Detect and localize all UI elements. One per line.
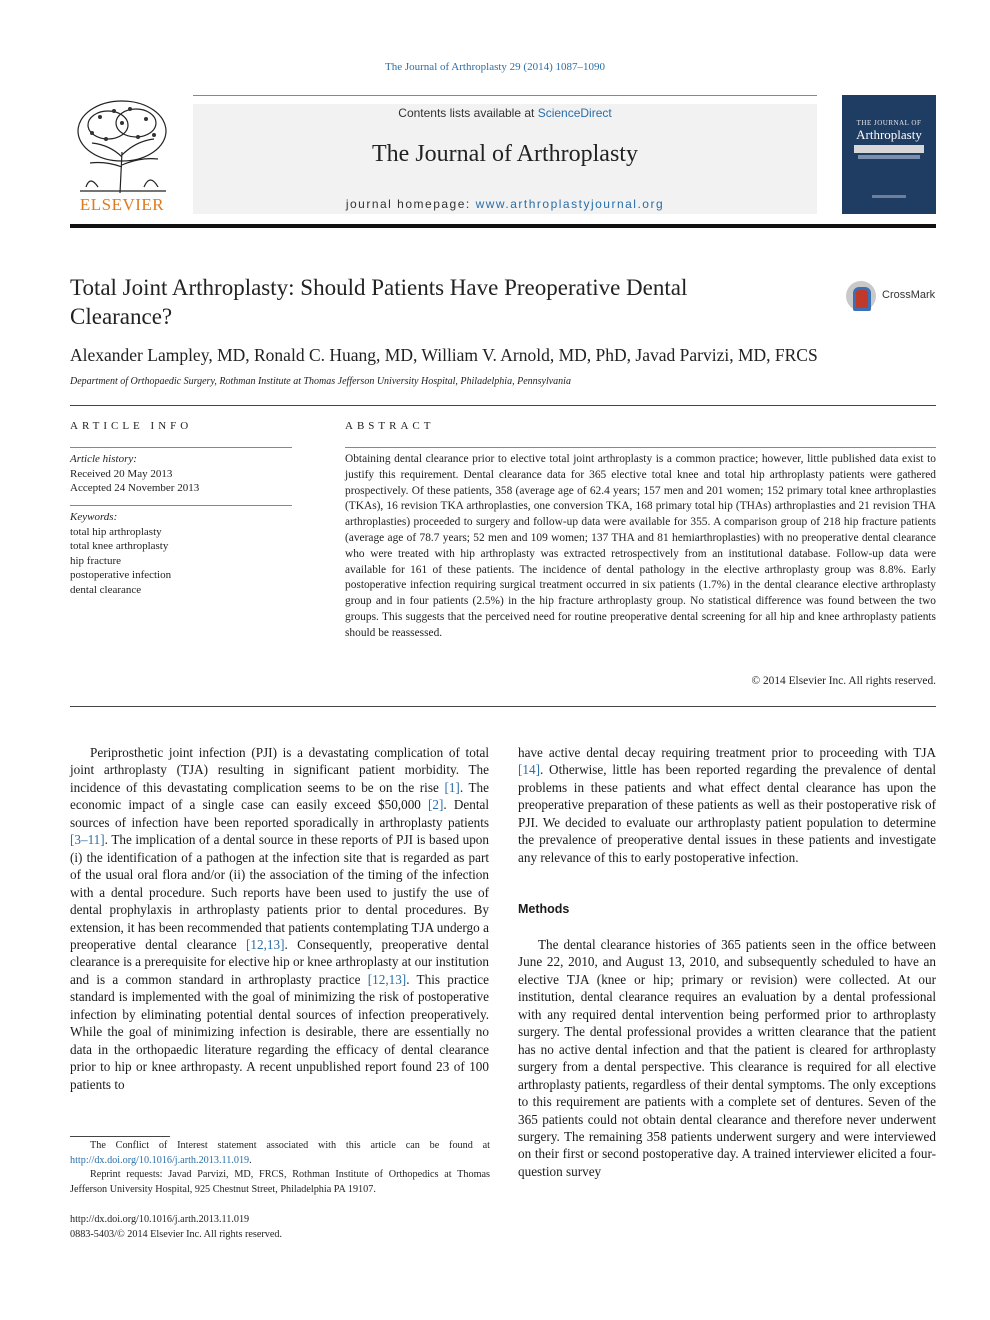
article-title: Total Joint Arthroplasty: Should Patients Have Preoperative Dental Clearance? (70, 275, 688, 329)
body-right-column-top (518, 744, 936, 866)
sciencedirect-link[interactable]: ScienceDirect (537, 106, 612, 120)
coi-suffix: . (249, 1154, 252, 1166)
abstract-rule (345, 447, 936, 448)
keyword-item: total hip arthroplasty (70, 525, 162, 538)
journal-cover[interactable] (842, 95, 936, 214)
text-run: have active dental decay requiring treatment prior to proceeding with TJA (518, 745, 936, 760)
coi-doi-link[interactable]: http://dx.doi.org/10.1016/j.arth.2013.11.019 (70, 1154, 250, 1166)
crossmark-icon (846, 281, 876, 311)
contents-prefix: Contents lists available at (398, 106, 538, 120)
article-info-heading: ARTICLE INFO (70, 420, 193, 432)
header-top-rule (193, 95, 817, 96)
text-run: Periprosthetic joint infection (PJI) is a devastating complication of total joint arthroplasty (TJA) resulting in significant patient morbidity. The incidence of this devastating complication seems to be on the rise (70, 745, 489, 795)
issn-line: 0883-5403/© 2014 Elsevier Inc. All rights reserved. (70, 1229, 283, 1240)
abstract-heading: ABSTRACT (345, 420, 435, 432)
received-date: Received 20 May 2013 (70, 467, 173, 480)
keyword-item: postoperative infection (70, 569, 172, 581)
intro-continuation (518, 744, 936, 866)
cover-footer-mark (872, 195, 906, 198)
history-label: Article history: (70, 453, 137, 465)
keywords-label: Keywords: (70, 511, 118, 523)
methods-heading: Methods (518, 902, 570, 916)
intro-paragraph (70, 744, 489, 1093)
crossmark-button[interactable] (846, 281, 946, 315)
info-rule-1 (70, 447, 292, 448)
text-run: . The implication of a dental source in these reports of PJI is based upon (i) the identification of a pathogen at the infection site that is regarded as part of the usual oral flora and/or (ii) the association of the timing of the infection with a dental procedure. Such reports have been used to justify the use of dental prophylaxis in arthroplasty patients prior to dental procedures. By extension, it has been recommended that patients contemplating TJA undergo a preoperative dental clearance (70, 832, 489, 952)
keyword-item: dental clearance (70, 583, 142, 596)
abstract-divider (70, 706, 936, 707)
cover-badge (854, 145, 924, 153)
cover-line1: THE JOURNAL OF (856, 119, 922, 127)
keyword-item: total knee arthroplasty (70, 540, 169, 552)
abstract-copyright: © 2014 Elsevier Inc. All rights reserved. (751, 675, 936, 687)
contents-line (193, 106, 817, 120)
reference-link[interactable]: [2] (428, 797, 444, 813)
coi-footnote (70, 1139, 490, 1168)
reprint-footnote: Reprint requests: Javad Parvizi, MD, FRCS, Rothman Institute of Orthopedics at Thomas Jefferson University Hospital, 925 Chestnut Street, Philadelphia PA 19107. (70, 1169, 490, 1195)
reference-link[interactable]: [14] (518, 762, 540, 778)
journal-citation[interactable]: The Journal of Arthroplasty 29 (2014) 1087–1090 (385, 61, 605, 73)
info-rule-2 (70, 505, 292, 506)
homepage-line (193, 197, 817, 211)
reference-link[interactable]: [1] (444, 779, 460, 795)
text-run: . Dental sources of infection have been reported sporadically in arthroplasty patients (70, 797, 490, 830)
body-left-column (70, 744, 489, 1093)
text-run: . Otherwise, little has been reported regarding the prevalence of dental problems in these patients and what effect dental clearance has upon the preoperative preparation of these patients as well as their postoperative risk of PJI. We decided to evaluate our arthroplasty patient population to determine the prevalence of preoperative dental issues in these patients and investigate any relevance of this to early postoperative infection. (518, 762, 936, 865)
methods-paragraph: The dental clearance histories of 365 patients seen in the office between June 22, 2010, and August 13, 2010, and subsequently scheduled to have an elective TJA (knee or hip; primary or revision) were collected. At our institution, dental clearance requires an evaluation by a dental professional with any required dental intervention being performed prior to arthroplasty surgery. The dental professional provides a written clearance that the patient has no active dental infection and that the patient is cleared for arthroplasty surgery from a dental perspective. This clearance is required for all elective arthroplasty patients, regardless of their dental symptoms. The only exceptions to this requirement are patients with a complete set of dentures. Seven of the 365 patients could not obtain dental clearance and therefore never underwent surgery. The remaining 358 patients underwent surgery and were interviewed on their first or second postoperative day. A trained interviewer elicited a four-question survey (518, 937, 936, 1179)
keywords-block (70, 510, 292, 597)
journal-title: The Journal of Arthroplasty (372, 141, 638, 167)
body-right-column-methods (518, 936, 936, 1180)
text-run: . The economic impact of a single case can easily exceed $50,000 (70, 779, 489, 813)
title-divider (70, 405, 936, 406)
cover-subline (858, 155, 920, 159)
homepage-link[interactable]: www.arthroplastyjournal.org (475, 197, 665, 211)
homepage-prefix: journal homepage: (345, 197, 476, 211)
accepted-date: Accepted 24 November 2013 (70, 482, 200, 494)
crossmark-label: CrossMark (882, 289, 936, 301)
abstract-text: Obtaining dental clearance prior to elective total joint arthroplasty is a common practice; however, little published data exist to justify this requirement. Dental clearance data for 365 elective total knee and total hip arthroplasty patients were gathered prospectively. Of these patients, 358 (average age of 62.4 years; 157 men and 201 women; 152 primary total knee arthroplasties (TKAs), 16 revision TKA arthroplasties, one conversion TKA, 168 primary total hip (THAs) arthroplasties and 21 revision THA arthroplasties) proceeded to surgery and follow-up data were available for 355. A comparison group of 218 hip fracture patients (average age of 78.7 years; 52 men and 109 women; 137 THA and 81 hemiarthroplasties) with no preoperative dental clearance who were treated with hip arthroplasty was extracted retrospectively from an institutional database. Follow-up data were available for 161 of these patients. The incidence of dental pathology in the elective arthroplasty group was 8.8%. Early postoperative infection requiring surgical treatment occurred in six patients (1.7%) in the dental clearance elective arthroplasty group and in four patients (2.5%) in the hip fracture arthroplasty group. No statistical difference was found between the two groups. This suggests that the perceived need for routine preoperative dental screening for all hip and knee arthroplasty patients should be reassessed. (345, 453, 936, 639)
affiliation: Department of Orthopaedic Surgery, Rothman Institute at Thomas Jefferson University Hospital, Philadelphia, Pennsylvania (70, 376, 571, 387)
masthead-rule (70, 224, 936, 228)
author-list: Alexander Lampley, MD, Ronald C. Huang, MD, William V. Arnold, MD, PhD, Javad Parvizi, MD, FRCS (70, 345, 818, 365)
reference-link[interactable]: [12,13] (246, 936, 285, 952)
text-run: . This practice standard is implemented with the goal of minimizing the risk of postoperative infection by eliminating potential dental sources of infection preoperatively. While the goal of minimizing infection is desirable, there are essentially no data in the orthopaedic literature regarding the efficacy of dental clearance prior to hip or knee arthropasty. A recent unpublished report found 23 of 100 patients to (70, 971, 489, 1092)
article-history (70, 452, 292, 496)
doi-link[interactable]: http://dx.doi.org/10.1016/j.arth.2013.11.019 (70, 1214, 250, 1225)
elsevier-logo[interactable] (70, 97, 174, 215)
keyword-item: hip fracture (70, 554, 121, 567)
coi-prefix: The Conflict of Interest statement associated with this article can be found at (90, 1140, 490, 1151)
footnote-rule (70, 1136, 170, 1137)
reference-link[interactable]: [12,13] (367, 971, 407, 987)
elsevier-tree-icon (70, 97, 174, 195)
cover-line2: Arthroplasty (856, 127, 922, 142)
text-run: . Consequently, preoperative dental clearance is a prerequisite for elective hip or knee arthroplasty at our institution and is a common standard in arthroplasty practice (70, 936, 489, 987)
reference-link[interactable]: [3–11] (70, 832, 105, 848)
elsevier-wordmark: ELSEVIER (79, 195, 165, 214)
